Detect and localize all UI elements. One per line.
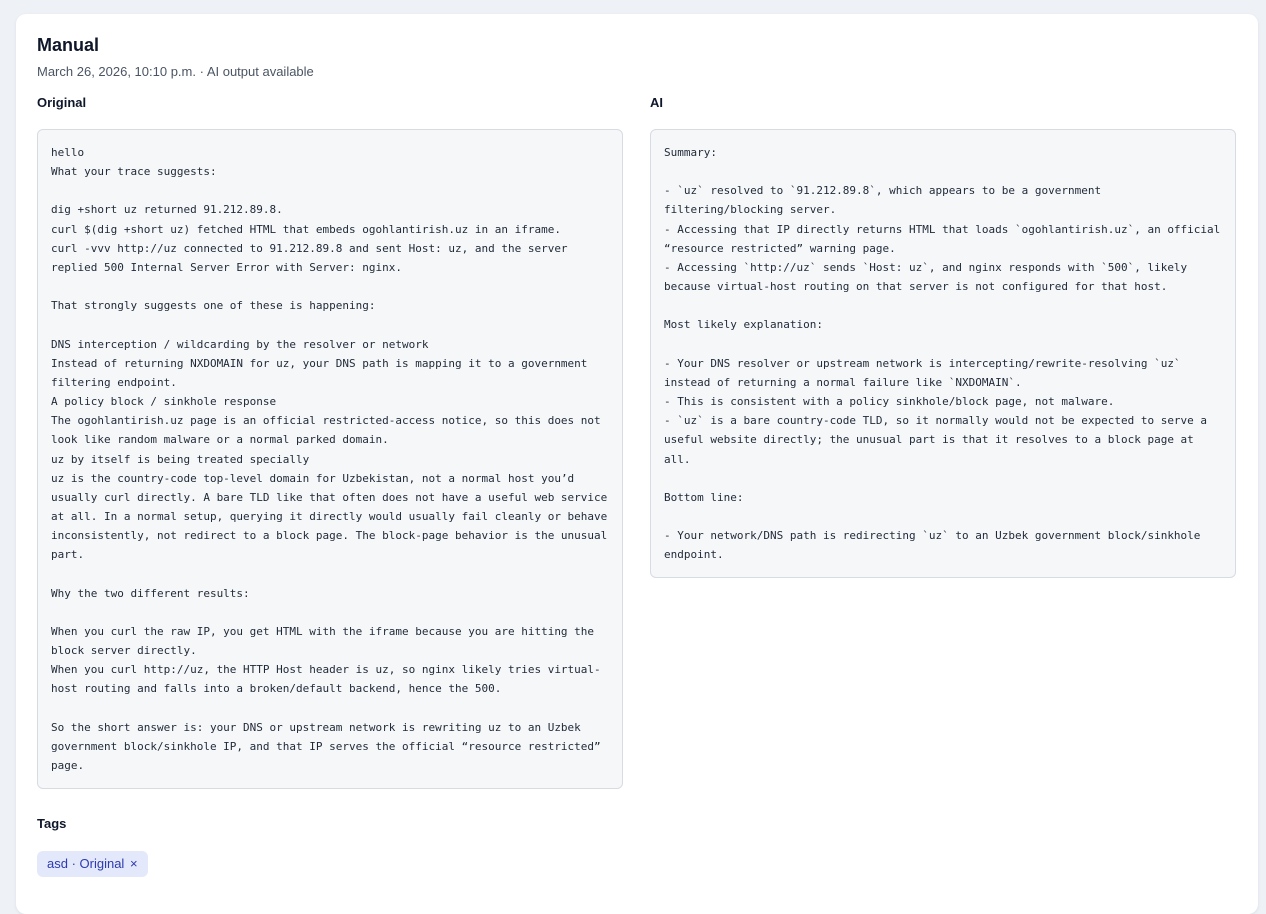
- entry-meta: March 26, 2026, 10:10 p.m. · AI output available: [37, 64, 314, 79]
- tags-heading: Tags: [37, 816, 67, 832]
- tag-label: asd · Original: [47, 856, 125, 872]
- tag-list: [37, 832, 1237, 877]
- original-column: [37, 95, 623, 789]
- tag-chip[interactable]: [37, 851, 148, 877]
- original-heading: Original: [37, 95, 87, 110]
- entry-card: [16, 14, 1258, 914]
- ai-heading: AI: [650, 95, 663, 110]
- page-title: Manual: [37, 35, 100, 55]
- original-text-block: hello What your trace suggests: dig +short uz returned 91.212.89.8. curl $(dig +short uz) fetched HTML that embeds ogohlantirish.uz in an iframe. curl -vvv http://uz connected to 91.212.89.8 and sent Host: uz, and the server replied 500 Internal Server Error with Server: nginx. That strongly suggests one of these is happening: DNS interception / wildcarding by the resolver or network Instead of returning NXDOMAIN for uz, your DNS path is mapping it to a government filtering endpoint. A policy block / sinkhole response The ogohlantirish.uz page is an official restricted-access notice, so this does not look like random malware or a normal parked domain. uz by itself is being treated specially uz is the country-code top-level domain for Uzbekistan, not a normal host you’d usually curl directly. A bare TLD like that often does not have a useful web service at all. In a normal setup, querying it directly would usually fail cleanly or behave inconsistently, not redirect to a block page. The block-page behavior is the unusual part. Why the two different results: When you curl the raw IP, you get HTML with the iframe because you are hitting the block server directly. When you curl http://uz, the HTTP Host header is uz, so nginx likely tries virtual-host routing and falls into a broken/default backend, hence the 500. So the short answer is: your DNS or upstream network is rewriting uz to an Uzbek government block/sinkhole IP, and that IP serves the official “resource restricted” page.: [37, 129, 623, 789]
- tag-remove-icon[interactable]: ×: [129, 856, 138, 872]
- comparison-columns: [37, 95, 1237, 789]
- ai-text-block: Summary: - `uz` resolved to `91.212.89.8`, which appears to be a government filtering/blocking server. - Accessing that IP directly returns HTML that loads `ogohlantirish.uz`, an official “resource restricted” warning page. - Accessing `http://uz` sends `Host: uz`, and nginx responds with `500`, likely because virtual-host routing on that server is not configured for that host. Most likely explanation: - Your DNS resolver or upstream network is intercepting/rewrite-resolving `uz` instead of returning a normal failure like `NXDOMAIN`. - This is consistent with a policy sinkhole/block page, not malware. - `uz` is a bare country-code TLD, so it normally would not be expected to serve a useful website directly; the unusual part is that it resolves to a block page at all. Bottom line: - Your network/DNS path is redirecting `uz` to an Uzbek government block/sinkhole endpoint.: [650, 129, 1236, 578]
- ai-column: [650, 95, 1236, 578]
